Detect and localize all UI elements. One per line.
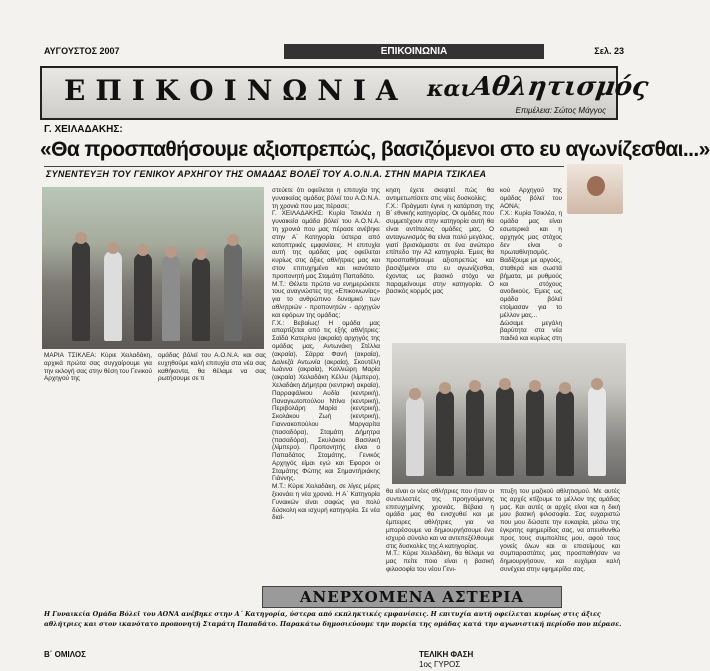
section-name: ΕΠΙΚΟΙΝΩΝΙΑ bbox=[284, 44, 544, 59]
article-col-5: κού Αρχηγού της ομάδας βόλεϊ του ΑΟΝΑ; Γ.Χ.: Κυρία Τσικλέα, η ομάδα μας είναι εσωτερικά και η αρχηγός μας στόχος δεν είναι ο πρωταθλητισμός. Βαδίζουμε με αργούς, σταθερά και σωστά βήματα, με ρυθμούς και στόχους ανοδικούς. Έμεις ως ομάδα βόλεϊ ετοίμασαν για το μέλλον μας... Δώσαμε μεγάλη βαρύτητα στα νέα παιδιά και κυρίως στη bbox=[500, 187, 562, 343]
results-header bbox=[44, 650, 624, 669]
article-col-3: στεύετε ότι οφείλεται η επιτυχία της γυναικείας ομάδας βόλεϊ του Α.Ο.Ν.Α. τη χρονιά που μας πέρασε; Γ. ΧΕΙΛΑΔΑΚΗΣ: Κυρία Τσικλέα η γυναικεία ομάδα βόλεϊ του Α.Ο.Ν.Α. τη χρονιά που μας πέρασε ανέβηκε στην Α΄ Κατηγορία ύστερα από κατοπτρικές εμφανίσεις. Η επιτυχία αυτή της ομάδας μας οφείλεται κυρίως στις άξιες αθλήτριες μας και στον επιτυχημένο και ικανότατο προπονητή μας Σταμάτη Παπαδάτο. Μ.Τ.: Θέλετε πρώτα να ενημερώσετε τους αναγνώστες της «Επικοινωνίας» για το ανθρώπινο δυναμικό των αθλητριών - προπονητών - αρχηγών και εφόρων της ομάδας; Γ.Χ.: Βεβαίως! Η ομάδα μας απαρτίζεται από τις εξής αθλήτριες: Σαϊδά Κατερίνα (ακραία) αρχηγός της ομάδας μας, Αντωνάκη Στέλλα (ακραία), Σάρρα Φανή (ακραία), Δαλιεζά Αντωνία (ακραία), Σκουτέλη Ιωάννα (ακραία), Καλλιώρη Μαρία (ακραία) Χειλαδάκη Κέλλυ (λίμπερο), Χελαδάκη Δήμητρα (κεντρική ακραία), Παρραφάλκου Αυδία (κεντρική), Παναγιωτοπούλου Ντίνα (κεντρική), Περιβολάρη Μαρία (κεντρική), Σκολάκου Ζωή (κεντρική), Γιαννακοπούλου Μαργαρίτα (πασαδόρα), Σταμάτη Δήμητρα (πασαδόρα), Σκυλάκου Βασιλική (λίμπερο). Προπονητής είναι ο Παπαδάτος Σταμάτης, Γενικός Αρχηγός είμαι εγώ και Έφοροι οι Σταμάτης Φώτης και Σημαντήριάκης Γιάννης. Μ.Τ.: Κύριε Χειλαδάκη, σε λίγες μέρες ξεκινάει η νέα χρονιά. Η Α΄ Κατηγορία Γυναικών είναι σαφώς για πολύ δύσκολη και ισχυρή κατηγορία. Σε νέα διαί- bbox=[272, 187, 380, 522]
issue-date: ΑΥΓΟΥΣΤΟΣ 2007 bbox=[44, 46, 120, 56]
section-banner bbox=[40, 66, 651, 120]
group-label: Β΄ ΟΜΙΛΟΣ bbox=[44, 650, 86, 659]
article-col-5b: πτυξη του μαζικού αθλητισμού. Με αυτές τις αρχές κτίζουμε το μέλλον της ομάδας μας. Και αυτές οι αρχές είναι και η δική μου βασική φιλοσοφία. Σας ευχαριστώ που μου δώσατε την ευκαιρία, μέσω της έγκριτης εφημερίδας σας, να απευθυνθώ προς τους συμπολίτες μου, αφού τους γονείς όλων και οι επισείμους και συμπαραστάτες μας προσπαθήσαν να δημιουργήσουν, και ευχόμαι καλή συνέχεια στην εφημερίδα σας. bbox=[500, 488, 620, 573]
banner-kai: και bbox=[427, 76, 472, 102]
gym-team-photo bbox=[392, 343, 626, 484]
banner-sport: Αθλητισμός bbox=[469, 72, 651, 102]
article-col-4b: θα είναι οι νέες αθλήτριες που ήταν οι συντελεστές της προηγούμενης επιτυχημένης χρονιάς. Βέβαια η ομάδα μας θα ενισχυθεί και με έμπειρες αθλήτριες για να μπορέσουμε να δημιουργήσουμε ένα ισχυρό σύνολο και να αντεπεξέλθουμε στις δυσκολίες της Α κατηγορίας. Μ.Τ.: Κύριε Χειλαδάκη, θα θέλαμε να μας πείτε ποιο είναι η βασική φιλοσοφία του νέου Γενι- bbox=[386, 488, 494, 573]
article-subheadline: ΣΥΝΕΝΤΕΥΞΗ ΤΟΥ ΓΕΝΙΚΟΥ ΑΡΧΗΓΟΥ ΤΗΣ ΟΜΑΔΑΣ ΒΟΛΕΪ ΤΟΥ Α.Ο.Ν.Α. ΣΤΗΝ ΜΑΡΙΑ ΤΣΙΚΛΕΑ bbox=[46, 169, 487, 179]
portrait-photo bbox=[567, 164, 623, 214]
article-kicker: Γ. ΧΕΙΛΑΔΑΚΗΣ: bbox=[44, 124, 123, 135]
banner-editor: Επιμέλεια: Σώτος Μάγγος bbox=[515, 106, 606, 115]
article-col-2: ομάδας βόλεϊ του Α.Ο.Ν.Α. και σας ευχηθούμε καλή επιτυχία στα νέα σας καθήκοντα, θα θέλαμε να σας ρωτήσουμε σε τι bbox=[158, 352, 266, 383]
headline-rule bbox=[44, 166, 564, 167]
rising-stars-banner bbox=[262, 586, 562, 608]
rising-stars-text: Η Γυναικεία Ομάδα Βόλεϊ του ΑΟΝΑ ανέβηκε στην Α΄ Κατηγορία, ύστερα από εκπληκτικές εμφανίσεις. Η επιτυχία αυτή οφείλεται κυρίως στις άξιες αθλήτριες και στον ικανότατο προπονητή Σταμάτη Παπαδάτο. Παρακάτω δημοσιεύουμε την πορεία της ομάδας κατά την αγωνιστική περίοδο που πέρασε. bbox=[44, 610, 622, 628]
rising-stars-title: ΑΝΕΡΧΟΜΕΝΑ ΑΣΤΕΡΙΑ bbox=[299, 588, 525, 606]
banner-title: ΕΠΙΚΟΙΝΩΝΙΑ bbox=[64, 74, 408, 107]
article-headline: «Θα προσπαθήσουμε αξιοπρεπώς, βασιζόμενοι στο ευ αγωνίζεσθαι...» bbox=[40, 138, 710, 161]
page-header bbox=[44, 44, 624, 59]
final-phase-label: ΤΕΛΙΚΗ ΦΑΣΗ bbox=[419, 650, 474, 659]
round-label: 1ος ΓΥΡΟΣ bbox=[419, 660, 461, 669]
team-photo bbox=[42, 187, 264, 349]
page-number: Σελ. 23 bbox=[594, 46, 624, 56]
article-col-4: κηση έχετε σκεφτεί πώς θα αντιμετωπίσετε στις νέες δυσκολίες; Γ.Χ.: Πράγματι έγινε η κατάρτιση της Β΄ εθνικής κατηγορίας. Οι ομάδες που συμμετέχουν στην κατηγορία αυτή θα είναι αντίπαλες ομάδες μας. Ο ανταγωνισμός θα είναι πολύ μεγάλος, γιατί βρισκόμαστε σε ένα ανώτερο επίπεδο την Α2 κατηγορία. Έμεις θα προσπαθήσουμε αξιοπρεπώς και βασιζόμενοι στο ευ αγωνίζεσθαι, έχοντας ως βασικό στόχο να παραμείνουμε στην κατηγορία. Ο βασικός κορμός μας bbox=[386, 187, 494, 296]
article-col-1: ΜΑΡΙΑ ΤΣΙΚΛΕΑ: Κύριε Χειλαδάκη, αρχικά πρώτα σας συγχαίρουμε για την εκλογή σας στην θέση του Γενικού Αρχηγού της bbox=[44, 352, 152, 383]
